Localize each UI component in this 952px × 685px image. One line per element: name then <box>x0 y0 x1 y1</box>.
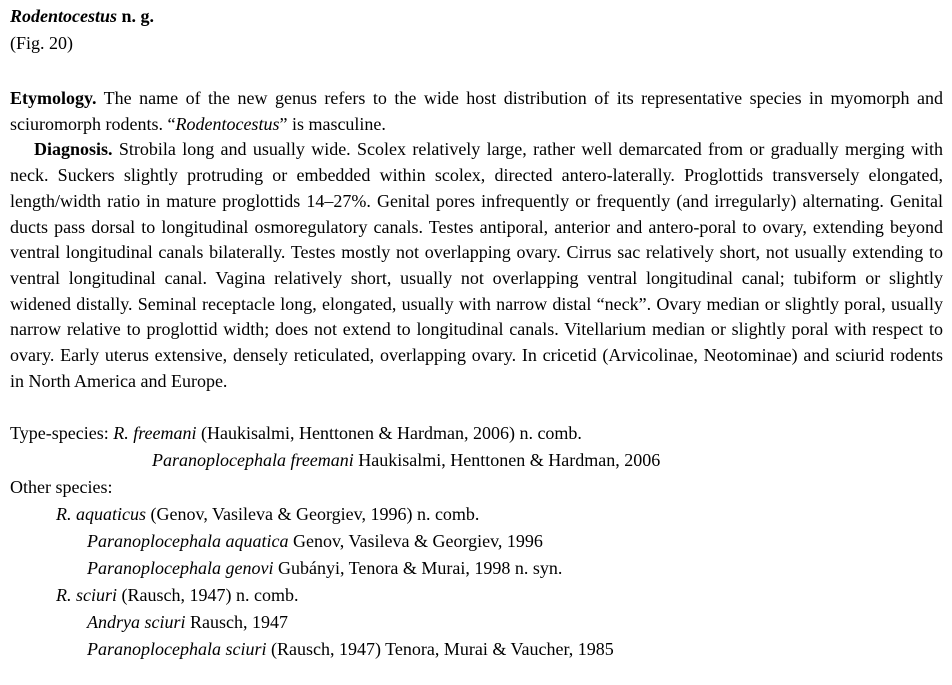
species-line-synonym <box>10 528 943 555</box>
species-name-italic: R. freemani <box>113 423 197 444</box>
species-line-authority: (Haukisalmi, Henttonen & Hardman, 2006) n. comb. <box>196 423 582 444</box>
species-line <box>10 582 943 609</box>
diagnosis-paragraph <box>10 137 943 394</box>
species-line-synonym <box>10 555 943 582</box>
genus-heading <box>10 3 943 30</box>
species-line-authority: Genov, Vasileva & Georgiev, 1996 <box>288 531 543 552</box>
species-line-synonym <box>10 447 943 474</box>
species-name-italic: Andrya sciuri <box>87 612 186 633</box>
species-line-synonym <box>10 609 943 636</box>
species-line-authority: Rausch, 1947 <box>185 612 288 633</box>
species-line-authority: (Rausch, 1947) n. comb. <box>117 585 299 606</box>
etymology-text-before: The name of the new genus refers to the wide host distribution of its representative species in myomorph and sciuromorph rodents. “ <box>10 88 943 134</box>
figure-reference: (Fig. 20) <box>10 33 73 53</box>
species-name-italic: Paranoplocephala aquatica <box>87 531 289 552</box>
species-line-type-species <box>10 420 943 447</box>
etymology-text-after: ” is masculine. <box>279 113 386 134</box>
other-species-label <box>10 474 943 501</box>
genus-heading-suffix: n. g. <box>117 6 155 26</box>
species-line-authority: (Rausch, 1947) Tenora, Murai & Vaucher, 1985 <box>266 639 614 660</box>
species-name-italic: R. sciuri <box>56 585 117 606</box>
species-line-synonym <box>10 636 943 663</box>
species-line <box>10 501 943 528</box>
diagnosis-label: Diagnosis. <box>34 139 113 160</box>
species-name-italic: R. aquaticus <box>56 504 146 525</box>
species-line-authority: Haukisalmi, Henttonen & Hardman, 2006 <box>353 450 661 471</box>
species-name-italic: Paranoplocephala genovi <box>87 558 274 579</box>
etymology-paragraph <box>10 86 943 137</box>
species-line-authority: Gubányi, Tenora & Murai, 1998 n. syn. <box>273 558 563 579</box>
species-name-italic: Paranoplocephala freemani <box>152 450 354 471</box>
species-line-authority: (Genov, Vasileva & Georgiev, 1996) n. comb. <box>146 504 480 525</box>
etymology-label: Etymology. <box>10 88 97 108</box>
species-name-italic: Paranoplocephala sciuri <box>87 639 267 660</box>
genus-name: Rodentocestus <box>10 6 118 26</box>
diagnosis-text: Strobila long and usually wide. Scolex relatively large, rather well demarcated from or gradually merging with neck. Suckers slightly protruding or embedded within scolex, directed antero-laterally. Proglottids transversely elongated, length/width ratio in mature proglottids 14–27%. Genital pores infrequently or frequently (and irregularly) alternating. Genital ducts pass dorsal to longitudinal osmoregulatory canals. Testes antiporal, anterior and antero-poral to ovary, extending beyond ventral longitudinal canals bilaterally. Testes mostly not overlapping ovary. Cirrus sac relatively short, not usually extending to ventral longitudinal canal. Vagina relatively short, usually not overlapping ventral longitudinal canal; tubiform or slightly widened distally. Seminal receptacle long, elongated, usually with narrow distal “neck”. Ovary median or slightly poral, usually narrow relative to proglottid width; does not extend to longitudinal canals. Vitellarium median or slightly poral with respect to ovary. Early uterus extensive, densely reticulated, overlapping ovary. In cricetid (Arvicolinae, Neotominae) and sciurid rodents in North America and Europe. <box>10 139 943 391</box>
species-line-prefix: Type-species: <box>10 423 114 444</box>
etymology-genus-italic: Rodentocestus <box>175 113 280 134</box>
species-line-prefix: Other species: <box>10 477 113 498</box>
species-list <box>10 420 943 663</box>
